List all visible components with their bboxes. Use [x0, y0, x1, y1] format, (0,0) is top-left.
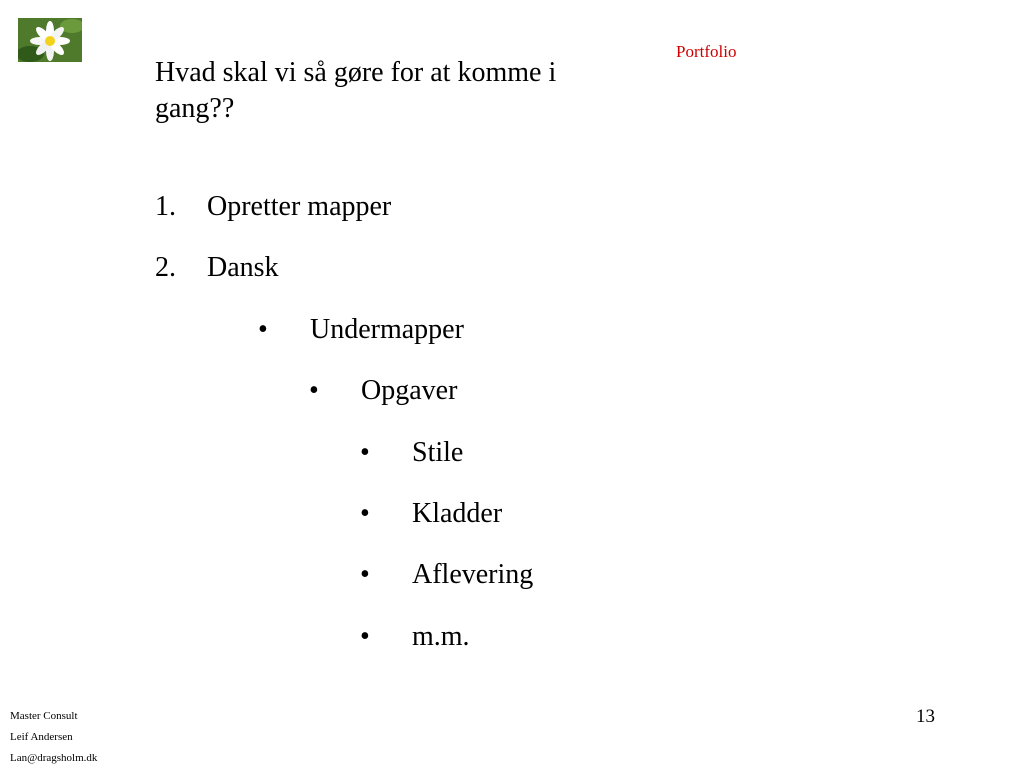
- bullet-marker: •: [258, 314, 268, 345]
- slide-title: Hvad skal vi så gøre for at komme i gang??: [155, 57, 557, 124]
- bullet-marker: •: [360, 621, 370, 652]
- bullet-marker: •: [360, 559, 370, 590]
- list-marker: 2.: [155, 252, 176, 283]
- footer-email: Lan@dragsholm.dk: [10, 752, 98, 764]
- outline-item-text: Stile: [412, 437, 464, 468]
- outline-item-text: Opretter mapper: [207, 191, 392, 222]
- footer-author: Leif Andersen: [10, 731, 73, 743]
- outline-item-text: Aflevering: [412, 559, 534, 590]
- outline-item-text: Undermapper: [310, 314, 464, 345]
- outline-item-text: Kladder: [412, 498, 503, 529]
- outline-item-text: m.m.: [412, 621, 470, 652]
- list-marker: 1.: [155, 191, 176, 222]
- bullet-marker: •: [309, 375, 319, 406]
- footer-info: [10, 706, 97, 769]
- outline-item-text: Opgaver: [361, 375, 458, 406]
- bullet-marker: •: [360, 498, 370, 529]
- water-lily-icon: [18, 18, 82, 62]
- bullet-marker: •: [360, 437, 370, 468]
- outline-item-text: Dansk: [207, 252, 279, 283]
- footer-company: Master Consult: [10, 710, 78, 722]
- section-label: Portfolio: [676, 42, 737, 61]
- page-number: 13: [916, 706, 935, 727]
